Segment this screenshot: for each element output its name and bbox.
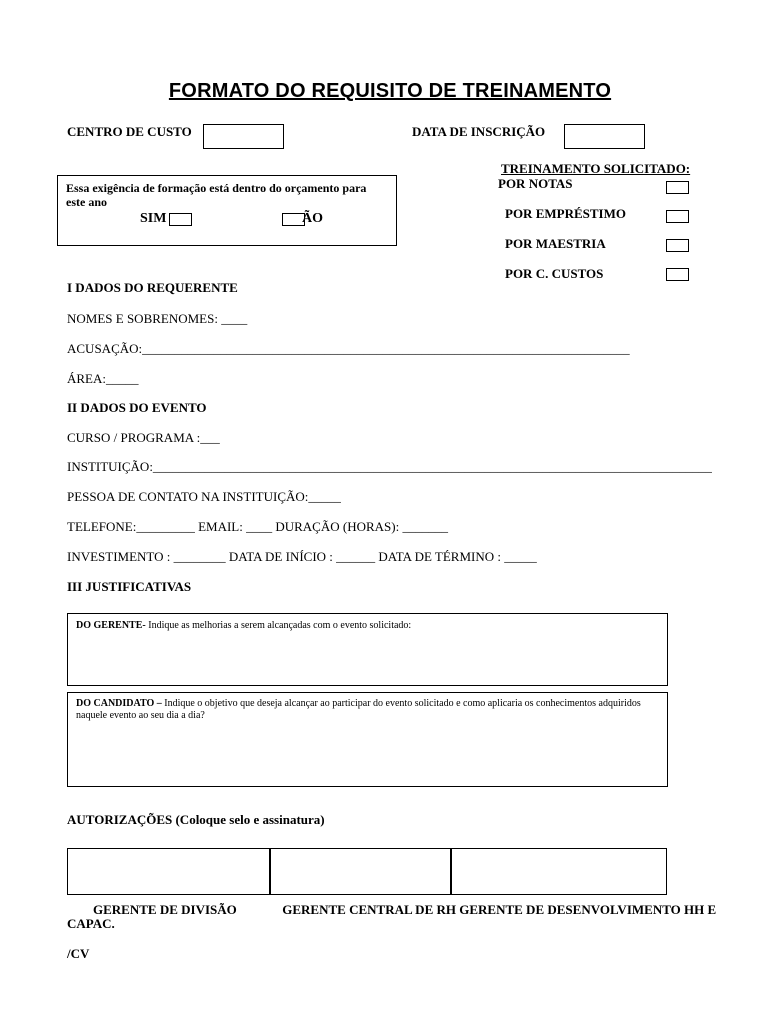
- signature-cell-development-manager[interactable]: [450, 848, 667, 895]
- accusation-field[interactable]: ACUSAÇÃO:___________________________________________________________________________: [67, 341, 630, 356]
- page-title: FORMATO DO REQUISITO DE TREINAMENTO: [168, 80, 612, 102]
- course-field[interactable]: CURSO / PROGRAMA :___: [67, 430, 220, 445]
- candidate-justification-text: [76, 698, 641, 709]
- budget-yes-label: SIM: [140, 211, 167, 226]
- section-justifications-heading: III JUSTIFICATIVAS: [67, 579, 192, 594]
- footer-code: /CV: [67, 946, 90, 961]
- manager-justification-text: [76, 620, 411, 631]
- budget-question-line1: Essa exigência de formação está dentro do orçamento para: [66, 181, 367, 195]
- authorizations-heading: AUTORIZAÇÕES (Coloque selo e assinatura): [67, 812, 325, 827]
- investment-dates-field[interactable]: INVESTIMENTO : ________ DATA DE INÍCIO : ______ DATA DE TÉRMINO : _____: [67, 549, 537, 564]
- training-requested-heading: TREINAMENTO SOLICITADO:: [501, 161, 691, 176]
- manager-justification-prompt: Indique as melhorias a serem alcançadas com o evento solicitado:: [145, 620, 412, 631]
- training-option-checkbox[interactable]: [666, 210, 689, 223]
- candidate-justification-prompt: Indique o objetivo que deseja alcançar ao participar do evento solicitado e como aplicaria os conhecimentos adquiridos: [161, 698, 641, 709]
- cost-center-label: CENTRO DE CUSTO: [67, 124, 192, 139]
- section-event-heading: II DADOS DO EVENTO: [67, 400, 207, 415]
- training-option-checkbox[interactable]: [666, 268, 689, 281]
- budget-no-label: ÃO: [302, 211, 323, 226]
- area-field[interactable]: ÁREA:_____: [67, 371, 139, 386]
- manager-justification-label: DO GERENTE-: [76, 620, 146, 631]
- training-option-label: POR MAESTRIA: [505, 236, 606, 251]
- training-option-checkbox[interactable]: [666, 181, 689, 194]
- candidate-justification-prompt-line2: naquele evento ao seu dia a dia?: [76, 710, 205, 721]
- phone-email-duration-field[interactable]: TELEFONE:_________ EMAIL: ____ DURAÇÃO (HORAS): _______: [67, 519, 448, 534]
- signers-labels-line2: CAPAC.: [67, 916, 115, 931]
- budget-yes-checkbox[interactable]: [169, 213, 192, 226]
- section-requester-heading: I DADOS DO REQUERENTE: [67, 280, 238, 295]
- institution-field[interactable]: INSTITUIÇÃO:______________________________________________________________________________________: [67, 459, 712, 474]
- training-option-label: POR C. CUSTOS: [505, 266, 604, 281]
- cost-center-field[interactable]: [203, 124, 284, 149]
- budget-question-line2: este ano: [66, 195, 107, 209]
- training-option-checkbox[interactable]: [666, 239, 689, 252]
- registration-date-label: DATA DE INSCRIÇÃO: [412, 124, 546, 139]
- signature-cell-hr-manager[interactable]: [269, 848, 452, 895]
- signature-cell-division-manager[interactable]: [67, 848, 271, 895]
- signers-labels: GERENTE DE DIVISÃO GERENTE CENTRAL DE RH GERENTE DE DESENVOLVIMENTO HH E: [93, 902, 717, 917]
- registration-date-field[interactable]: [564, 124, 645, 149]
- names-field[interactable]: NOMES E SOBRENOMES: ____: [67, 311, 248, 326]
- training-option-label: POR NOTAS: [498, 176, 573, 191]
- candidate-justification-label: DO CANDIDATO –: [76, 698, 162, 709]
- contact-person-field[interactable]: PESSOA DE CONTATO NA INSTITUIÇÃO:_____: [67, 489, 341, 504]
- training-option-label: POR EMPRÉSTIMO: [505, 206, 626, 221]
